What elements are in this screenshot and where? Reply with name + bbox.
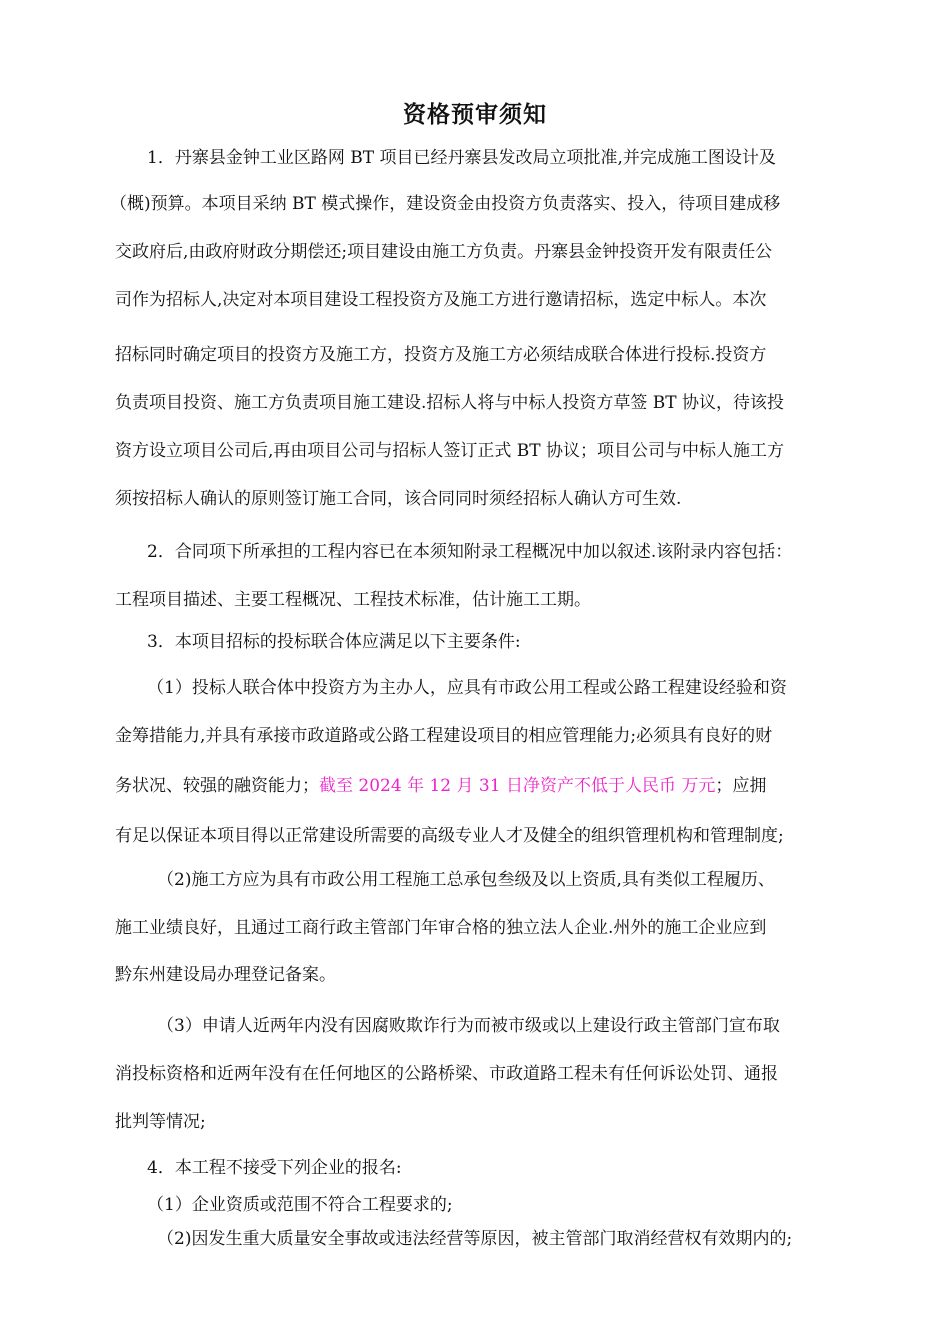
paragraph-line-mixed — [115, 774, 766, 798]
paragraph-line: 须按招标人确认的原则签订施工合同，该合同同时须经招标人确认方可生效. — [115, 489, 682, 509]
paragraph-line: 施工业绩良好，且通过工商行政主管部门年审合格的独立法人企业.州外的施工企业应到 — [115, 918, 767, 938]
paragraph-line: 金筹措能力,并具有承接市政道路或公路工程建设项目的相应管理能力;必须具有良好的财 — [115, 726, 773, 746]
highlighted-net-asset-requirement: 截至 2024 年 12 月 31 日净资产不低于人民币 万元 — [319, 776, 716, 796]
document-title: 资格预审须知 — [403, 101, 547, 128]
paragraph-line: 司作为招标人,决定对本项目建设工程投资方及施工方进行邀请招标，选定中标人。本次 — [115, 290, 767, 310]
paragraph-line: （3）申请人近两年内没有因腐败欺诈行为而被市级或以上建设行政主管部门宣布取 — [157, 1016, 780, 1036]
paragraph-line: （概)预算。本项目采纳 BT 模式操作，建设资金由投资方负责落实、投入，待项目建成移 — [110, 194, 781, 214]
paragraph-line: （1）企业资质或范围不符合工程要求的; — [147, 1195, 453, 1215]
paragraph-line: 资方设立项目公司后,再由项目公司与招标人签订正式 BT 协议；项目公司与中标人施工方 — [115, 441, 785, 461]
paragraph-line: 交政府后,由政府财政分期偿还;项目建设由施工方负责。丹寨县金钟投资开发有限责任公 — [115, 242, 773, 262]
paragraph-line: 工程项目描述、主要工程概况、工程技术标准，估计施工工期。 — [115, 590, 591, 610]
mixed-line-suffix: ；应拥 — [715, 776, 767, 796]
paragraph-line: （1）投标人联合体中投资方为主办人，应具有市政公用工程或公路工程建设经验和资 — [147, 678, 787, 698]
paragraph-line: 1．丹寨县金钟工业区路网 BT 项目已经丹寨县发改局立项批准,并完成施工图设计及 — [147, 148, 776, 168]
paragraph-line: （2)因发生重大质量安全事故或违法经营等原因，被主管部门取消经营权有效期内的; — [157, 1229, 793, 1249]
paragraph-line: （2)施工方应为具有市政公用工程施工总承包叁级及以上资质,具有类似工程履历、 — [157, 870, 775, 890]
paragraph-line: 4．本工程不接受下列企业的报名: — [147, 1158, 402, 1178]
paragraph-line: 黔东州建设局办理登记备案。 — [115, 965, 336, 985]
paragraph-line: 2．合同项下所承担的工程内容已在本须知附录工程概况中加以叙述.该附录内容包括： — [147, 542, 793, 562]
paragraph-line: 批判等情况; — [115, 1112, 206, 1132]
paragraph-line: 消投标资格和近两年没有在任何地区的公路桥梁、市政道路工程未有任何诉讼处罚、通报 — [115, 1064, 778, 1084]
paragraph-line: 3．本项目招标的投标联合体应满足以下主要条件: — [147, 632, 521, 652]
mixed-line-prefix: 务状况、较强的融资能力； — [115, 776, 319, 796]
paragraph-line: 负责项目投资、施工方负责项目施工建设.招标人将与中标人投资方草签 BT 协议，待该投 — [115, 393, 785, 413]
paragraph-line: 有足以保证本项目得以正常建设所需要的高级专业人才及健全的组织管理机构和管理制度; — [115, 826, 784, 846]
paragraph-line: 招标同时确定项目的投资方及施工方，投资方及施工方必须结成联合体进行投标.投资方 — [115, 345, 767, 365]
